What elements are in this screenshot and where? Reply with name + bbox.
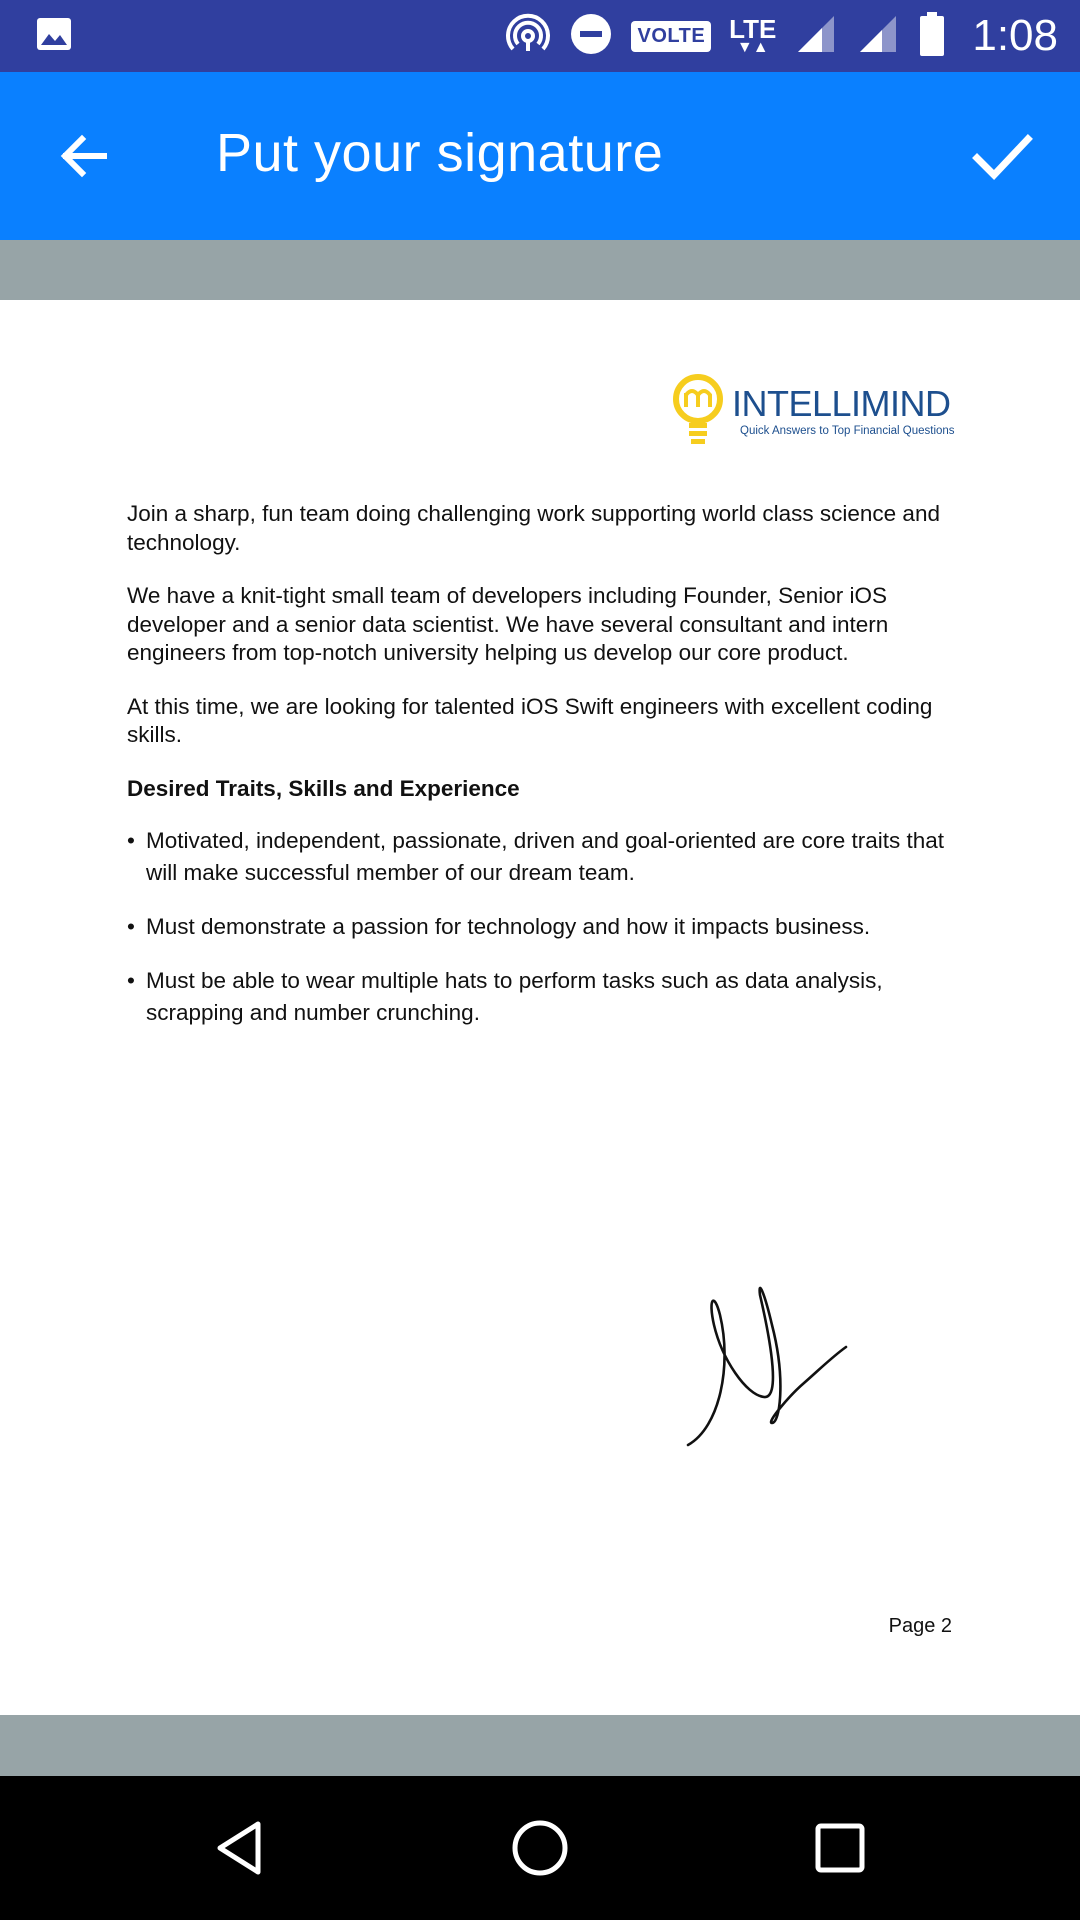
signal-icon [794, 12, 838, 61]
battery-icon [918, 11, 946, 62]
signal-icon-2 [856, 12, 900, 61]
nav-home-button[interactable] [500, 1808, 580, 1888]
hotspot-icon [505, 11, 551, 62]
image-icon [34, 14, 74, 59]
paragraph: Join a sharp, fun team doing challenging work supporting world class science and technology. [127, 501, 940, 555]
nav-recents-icon [810, 1818, 870, 1878]
paragraph: We have a knit-tight small team of developers including Founder, Senior iOS developer and a senior data scientist. We have several consultant and intern engineers from top-notch university helping us develop our core product. [127, 583, 889, 665]
page-number: Page 2 [888, 1615, 952, 1637]
bullet-item: • Must be able to wear multiple hats to perform tasks such as data analysis, scrapping and number crunching. [127, 965, 967, 1029]
lightbulb-icon [670, 371, 730, 451]
status-icons [505, 0, 1058, 72]
bullet-list [127, 825, 967, 1029]
volte-icon: VOLTE [631, 21, 711, 52]
arrow-back-icon [56, 128, 112, 184]
company-logo [670, 365, 960, 455]
section-heading: Desired Traits, Skills and Experience [127, 775, 520, 801]
confirm-button[interactable] [960, 114, 1044, 198]
app-bar [0, 72, 1080, 240]
nav-home-icon [508, 1816, 572, 1880]
lte-label: LTE [729, 14, 777, 44]
bullet-item: • Must demonstrate a passion for technology and how it impacts business. [127, 911, 967, 943]
paragraph: At this time, we are looking for talented iOS Swift engineers with excellent coding skills. [127, 693, 933, 747]
signature[interactable] [680, 1255, 900, 1455]
nav-back-button[interactable] [200, 1808, 280, 1888]
status-bar [0, 0, 1080, 72]
do-not-disturb-icon [569, 12, 613, 61]
document-page [0, 300, 1080, 1715]
back-button[interactable] [46, 118, 122, 194]
bullet-item: • Motivated, independent, passionate, driven and goal-oriented are core traits that will make successful member of our dream team. [127, 825, 967, 889]
navigation-bar [0, 1776, 1080, 1920]
lte-icon [729, 16, 776, 56]
logo-tagline: Quick Answers to Top Financial Questions [740, 425, 955, 437]
nav-back-icon [210, 1818, 270, 1878]
data-arrows-icon: ▼▲ [736, 39, 769, 56]
document-body [127, 500, 967, 1051]
logo-name: INTELLIMIND [732, 383, 951, 424]
clock: 1:08 [972, 11, 1058, 60]
check-icon [971, 125, 1033, 187]
page-title: Put your signature [216, 123, 664, 183]
nav-recents-button[interactable] [800, 1808, 880, 1888]
